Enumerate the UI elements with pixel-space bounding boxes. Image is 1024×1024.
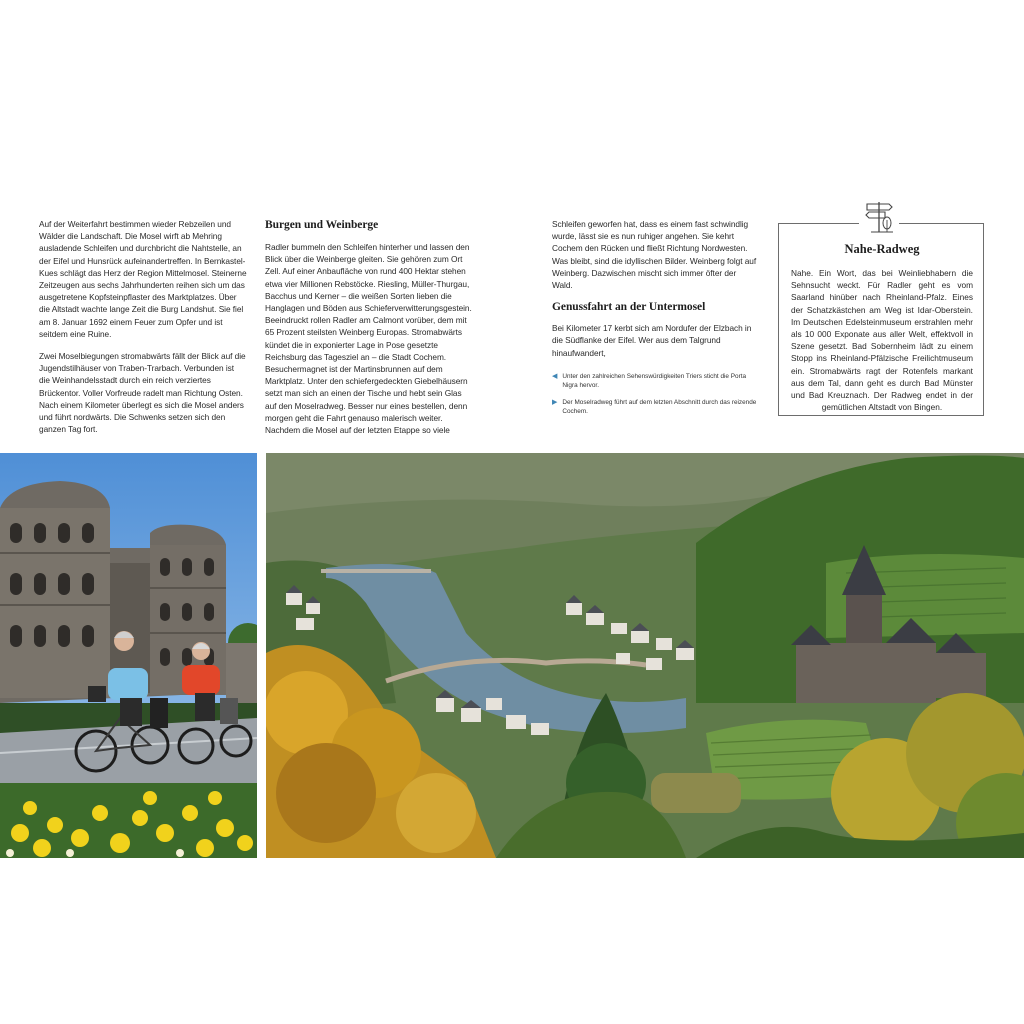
text-column-1 [39,218,247,445]
box-title: Nahe-Radweg [844,242,920,256]
body-paragraph: Zwei Moselbiegungen stromabwärts fällt der Blick auf die Jugendstilhäuser von Traben-Trarbach. Verbunden ist die Weinhandelsstadt durch ein reich verziertes Brückentor. Voller Vorfreude radelt man Richtung Osten. Nach einem Kilometer überlegt es sich die Mosel anders und führt nordwärts. Die Schwenks setzen sich den ganzen Tag fort. [39,351,246,435]
signpost-icon [859,196,899,236]
caption-arrow-icon: ◀ [552,373,558,380]
photo-porta-nigra [0,453,257,858]
box-text: Nahe. Ein Wort, das bei Weinliebhabern die Sehnsucht weckt. Für Radler geht es vom Saarland hinüber nach Rheinland-Pfalz. Eines der Schatzkästchen am Weg ist Idar-Oberstein. Im Deutschen Edelsteinmuseum erstrahlen mehr als 10 000 Exponate aus aller Welt, effektvoll in Szene gesetzt. Bad Sobernheim lädt zu einem Stopp ins Rheinland-Pfälzische Freilichtmuseum ein. Stromabwärts ragt der Rotenfels markant aus dem Tal, dann geht es durch Bad Münster und Bad Kreuznach. Der Radweg endet in der gemütlichen Altstadt von Bingen. [791,268,973,413]
section-heading: Genussfahrt an der Untermosel [552,301,706,314]
text-column-3 [552,218,758,369]
info-box [778,223,984,416]
photo-captions [552,372,758,424]
body-paragraph: Schleifen geworfen hat, dass es einem fast schwindlig wurde, lässt sie es nun ruhiger angehen. Sie kehrt Cochem den Rücken und fließt Richtung Nordwesten. Was bleibt, sind die idyllischen Bilder. Weinberg folgt auf Weinberg. Dazwischen mischt sich immer öfter der Wald. [552,219,757,291]
caption [552,372,758,390]
caption-text: Unter den zahlreichen Sehenswürdigkeiten Triers sticht die Porta Nigra hervor. [562,373,747,389]
photo-cochem [266,453,1024,858]
caption-arrow-icon: ▶ [552,399,558,406]
body-paragraph: Radler bummeln den Schleifen hinterher und lassen den Blick über die Weinberge gleiten. Sie gehören zum Ort Zell. Auf einer Anbaufläche von rund 400 Hektar stehen etwa vier Millionen Rebstöcke. Riesling, Müller-Thurgau, Bacchus und Kerner – die weißen Sorten lieben die Hanglagen und Böden aus Schieferverwitterungsgestein. Beeindruckt rollen Radler am Calmont vorüber, dem mit 65 Prozent steilsten Weinberg Europas. Stromabwärts kündet die in exponierter Lage in Pose gesetzte Reichsburg das Tagesziel an – die Stadt Cochem. Besuchermagnet ist der Martinsbrunnen auf dem Marktplatz. Unter den schiefergedeckten Giebelhäusern setzt man sich an einen der Tische und hebt sein Glas auf den Moselradweg. Besser nur eines bestellen, denn morgen geht die Fahrt genauso malerisch weiter. Nachdem die Mosel auf der letzten Etappe so viele [265,242,472,436]
body-paragraph: Auf der Weiterfahrt bestimmen wieder Rebzeilen und Wälder die Landschaft. Die Mosel wirft ab Mehring ausladende Schleifen und durchbricht die Nahtstelle, an der Eifel und Hunsrück aufeinandertreffen. In Bernkastel-Kues schlägt das Herz der Region Mittelmosel. Steinerne Zeitzeugen aus sechs Jahrhunderten reihen sich um das ausgetretene Kopfsteinpflaster des Marktplatzes. Über die Altstadt wachte lange Zeit die Burg Landshut. Sie fiel am 8. Januar 1692 einem Feuer zum Opfer und ist seitdem eine Ruine. [39,219,247,339]
caption-text: Der Moselradweg führt auf dem letzten Abschnitt durch das reizende Cochem. [562,399,757,415]
caption [552,398,758,416]
body-paragraph: Bei Kilometer 17 kerbt sich am Nordufer der Elzbach in die Südflanke der Eifel. Wer aus dem Talgrund hinaufwandert, [552,323,752,358]
section-heading: Burgen und Weinberge [265,219,379,231]
text-column-2 [265,218,473,446]
